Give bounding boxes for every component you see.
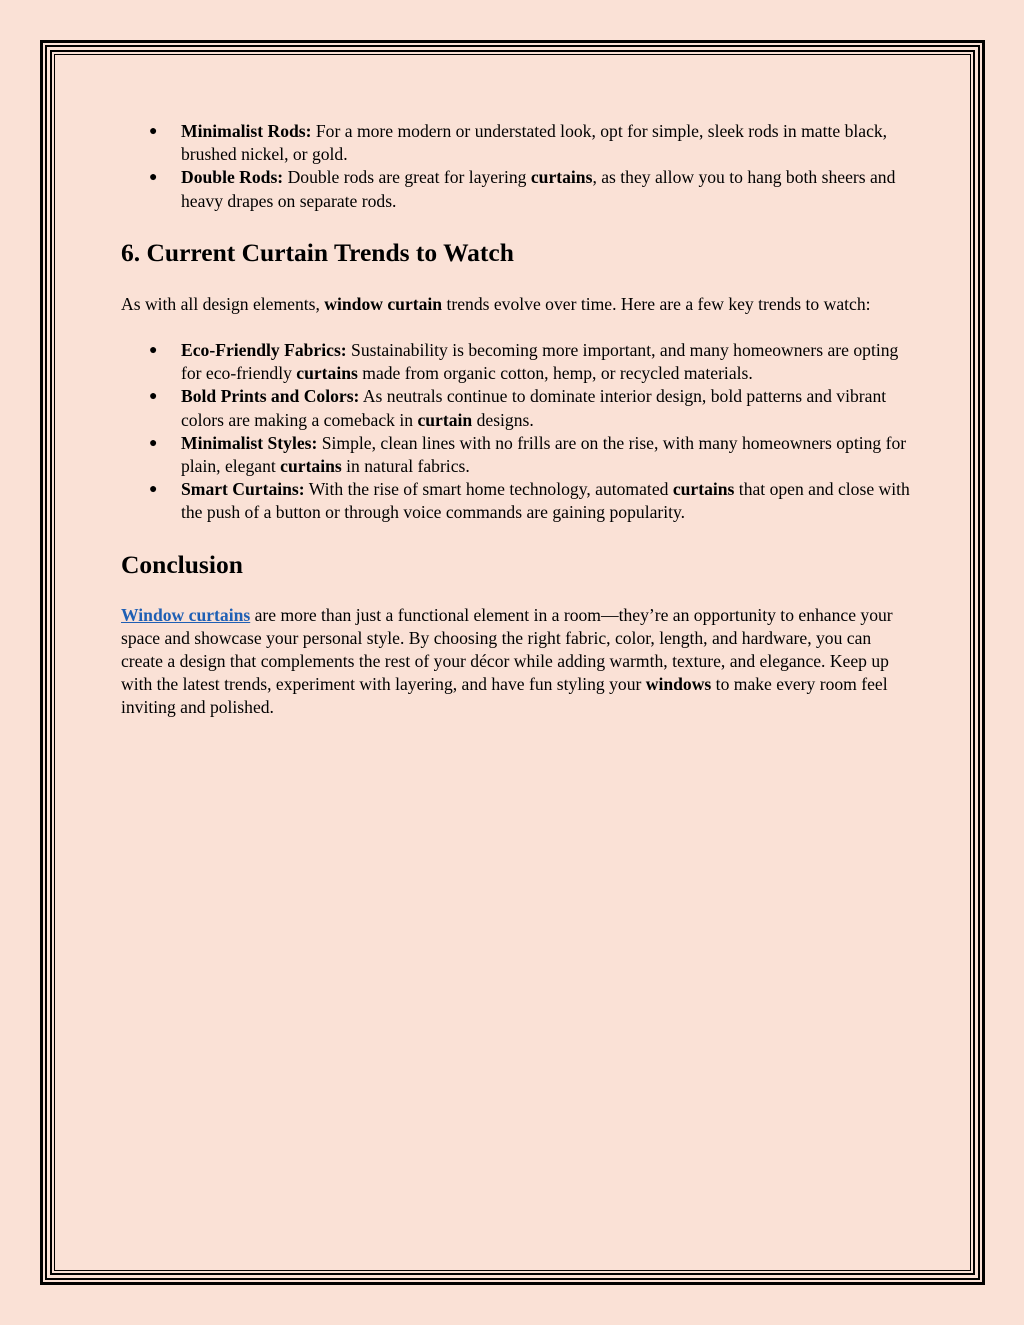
list-item: ● Minimalist Rods: For a more modern or understated look, opt for simple, sleek rods in matte black, brushed nickel, or gold. [149, 121, 888, 165]
rods-list [121, 120, 911, 213]
bullet-icon: ● [149, 124, 158, 139]
list-item-term: Eco-Friendly Fabrics: [181, 340, 347, 361]
list-item-term: Smart Curtains: [181, 479, 305, 500]
list-item-term: Double Rods: [181, 167, 284, 188]
bullet-icon: ● [149, 389, 158, 405]
list-item-term: Bold Prints and Colors: [181, 386, 360, 407]
document-body [121, 120, 911, 720]
section-heading-conclusion: Conclusion [121, 549, 243, 579]
bullet-icon: ● [149, 343, 158, 359]
list-item: ● Double Rods: Double rods are great for layering curtains, as they allow you to hang both sheers and heavy drapes on separate rods. [149, 167, 896, 211]
list-item: ● Minimalist Styles: Simple, clean lines with no frills are on the rise, with many homeowners opting for plain, elegant curtains in natural fabrics. [149, 432, 907, 477]
list-item-term: Minimalist Rods: [181, 121, 312, 141]
list-item: ● Eco-Friendly Fabrics: Sustainability is becoming more important, and many homeowners are opting for eco-friendly curtains made from organic cotton, hemp, or recycled materials. [149, 340, 899, 384]
bullet-icon: ● [149, 435, 158, 451]
list-item-term: Minimalist Styles: [181, 432, 318, 453]
section-heading-trends: 6. Current Curtain Trends to Watch [121, 237, 514, 267]
bullet-icon: ● [149, 482, 158, 498]
conclusion-paragraph: Window curtains are more than just a functional element in a room—they’re an opportunity to enhance your space and showcase your personal style. By choosing the right fabric, color, length, and hardware, you can create a design that complements the rest of your décor while adding warmth, texture, and elegance. Keep up with the latest trends, experiment with layering, and have fun styling your windows to make every room feel inviting and polished. [121, 604, 893, 718]
list-item: ● Bold Prints and Colors: As neutrals continue to dominate interior design, bold patterns and vibrant colors are making a comeback in curtain designs. [149, 386, 887, 430]
window-curtains-link[interactable]: Window curtains [121, 604, 251, 625]
trends-intro: As with all design elements, window curtain trends evolve over time. Here are a few key trends to watch: [121, 293, 871, 314]
trends-list [121, 339, 911, 525]
bullet-icon: ● [149, 170, 158, 186]
list-item: ● Smart Curtains: With the rise of smart home technology, automated curtains that open and close with the push of a button or through voice commands are gaining popularity. [149, 479, 910, 523]
